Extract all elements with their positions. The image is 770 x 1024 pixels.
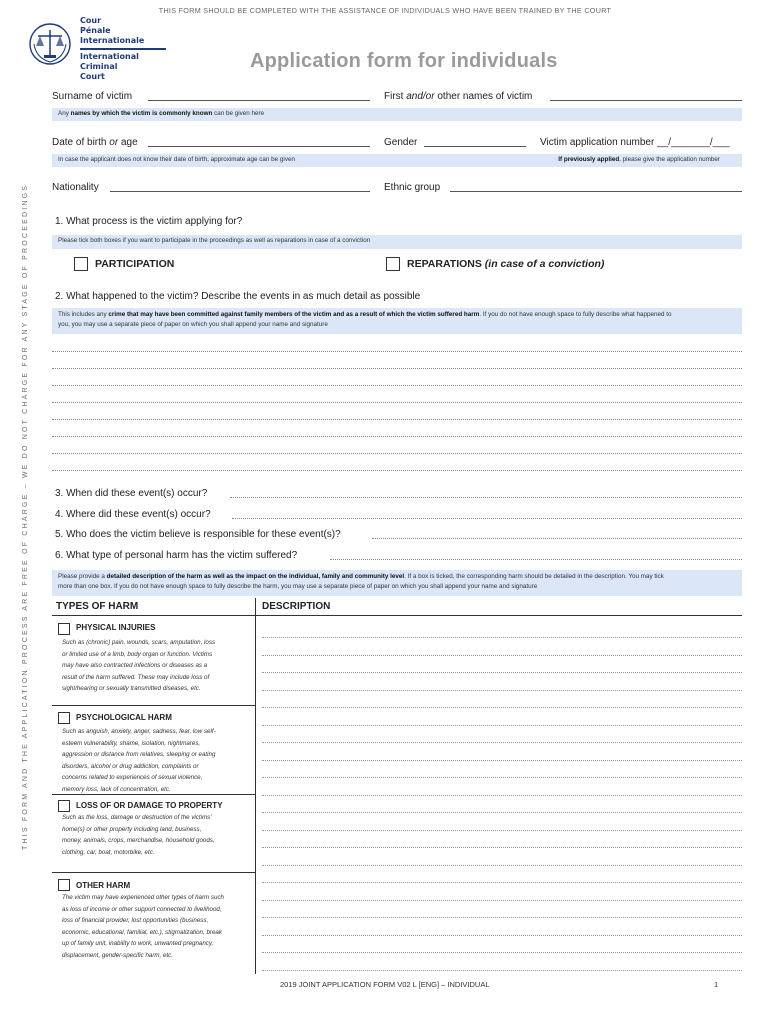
dob-label-b: or [109, 137, 119, 148]
reparations-label-b: (in case of a conviction) [484, 258, 605, 270]
psychological-harm-desc [62, 726, 216, 795]
description-answer-line[interactable] [262, 637, 742, 638]
question-3: 3. When did these event(s) occur? [55, 488, 208, 499]
dob-note-band [52, 154, 742, 167]
row-divider [52, 872, 255, 873]
harm-desc-line: esteem vulnerability, shame, isolation, nightmares, [62, 739, 201, 747]
physical-injuries-desc [62, 637, 215, 695]
harm-desc-line: home(s) or other property including land, business, [62, 825, 202, 833]
logo-text-fr-2: Pénale [80, 26, 111, 35]
physical-injuries-checkbox[interactable] [58, 623, 70, 635]
victim-app-number-label[interactable]: Victim application number __/_______/___ [540, 137, 730, 148]
types-of-harm-header: TYPES OF HARM [56, 601, 139, 612]
footer-form-id: 2019 JOINT APPLICATION FORM V02 L [ENG] – INDIVIDUAL [280, 980, 490, 989]
description-answer-line[interactable] [262, 690, 742, 691]
reparations-label [407, 258, 604, 270]
row-divider [52, 705, 255, 706]
reparations-label-a: REPARATIONS [407, 258, 485, 270]
prev-applied-note-b: , please give the application number [619, 156, 720, 163]
description-answer-line[interactable] [262, 917, 742, 918]
prev-applied-note [558, 156, 720, 163]
gender-label: Gender [384, 137, 418, 148]
page-title: Application form for individuals [250, 50, 558, 72]
ethnic-group-label: Ethnic group [384, 182, 441, 193]
answer-line[interactable] [52, 368, 742, 369]
answer-line[interactable] [52, 351, 742, 352]
q2-note-line-1 [58, 310, 736, 320]
harm-desc-line: Such as anguish, anxiety, anger, sadness, fear, low self- [62, 728, 216, 735]
harm-desc-line: or limited use of a limb, body organ or function. Victims [62, 650, 213, 658]
prev-applied-note-a: If previously applied [558, 156, 620, 163]
description-answer-line[interactable] [262, 777, 742, 778]
description-answer-line[interactable] [262, 672, 742, 673]
first-names-label [384, 91, 532, 102]
description-answer-line[interactable] [262, 970, 742, 971]
harm-note-c: . If a box is ticked, the corresponding harm should be detailed in the description. You may tick [404, 573, 664, 580]
side-free-of-charge-text: THIS FORM AND THE APPLICATION PROCESS ARE FREE OF CHARGE – WE DO NOT CHARGE FOR ANY STAGE OF PROCEEDINGS [22, 183, 29, 850]
description-answer-line[interactable] [262, 847, 742, 848]
description-answer-line[interactable] [262, 707, 742, 708]
logo-text-en-2: Criminal [80, 62, 118, 71]
property-damage-desc [62, 812, 215, 858]
ethnic-group-field[interactable] [450, 191, 742, 192]
harm-desc-line: Such as (chronic) pain, wounds, scars, amputation, loss [62, 639, 216, 646]
table-header-rule [52, 615, 742, 616]
description-answer-line[interactable] [262, 865, 742, 866]
top-banner: THIS FORM SHOULD BE COMPLETED WITH THE ASSISTANCE OF INDIVIDUALS WHO HAVE BEEN TRAINED BY THE COURT [158, 6, 612, 15]
harm-note-band [52, 570, 742, 596]
q6-answer-line[interactable] [330, 559, 742, 560]
answer-line[interactable] [52, 419, 742, 420]
harm-desc-line: The victim may have experienced other types of harm such [62, 894, 224, 901]
table-column-separator [255, 598, 256, 974]
dob-label-a: Date of birth [52, 137, 110, 148]
harm-desc-line: may have also contracted infections or diseases as a [62, 662, 208, 669]
harm-desc-line: money, animals, crops, merchandise, household goods, [62, 837, 215, 844]
harm-note-a: Please provide a [58, 573, 107, 580]
question-1: 1. What process is the victim applying for? [55, 216, 243, 227]
q3-answer-line[interactable] [230, 497, 742, 498]
q4-answer-line[interactable] [232, 518, 742, 519]
harm-desc-line: Such as the loss, damage or destruction of the victims’ [62, 814, 212, 821]
other-harm-desc [62, 892, 224, 961]
property-damage-checkbox[interactable] [58, 800, 70, 812]
first-names-label-a: First [384, 91, 407, 102]
nationality-label: Nationality [52, 182, 99, 193]
harm-desc-line: as loss of income or other support connected to livelihood, [62, 905, 222, 913]
harm-desc-line: disorders, alcohol or drug addiction, complaints or [62, 762, 199, 770]
harm-desc-line: concerns related to experiences of sexual violence, [62, 774, 203, 781]
participation-checkbox[interactable] [74, 257, 88, 271]
participation-label: PARTICIPATION [95, 258, 175, 270]
harm-desc-line: up of family unit, inability to work, unwanted pregnancy, [62, 940, 214, 947]
surname-label: Surname of victim [52, 91, 133, 102]
other-harm-title: OTHER HARM [76, 881, 131, 890]
surname-field[interactable] [148, 100, 370, 101]
harm-desc-line: economic, educational, familial, etc.), stigmatization, break [62, 928, 222, 936]
description-answer-line[interactable] [262, 812, 742, 813]
first-names-label-c: other names of victim [434, 91, 533, 102]
description-answer-line[interactable] [262, 795, 742, 796]
description-header: DESCRIPTION [262, 601, 331, 612]
question-2: 2. What happened to the victim? Describe the events in as much detail as possible [55, 291, 421, 302]
q2-note-a: This includes any [58, 311, 109, 318]
names-note-b: names by which the victim is commonly known [70, 110, 213, 117]
harm-desc-line: clothing, car, boat, motorbike, etc. [62, 848, 155, 856]
q2-note-band [52, 308, 742, 334]
description-answer-line[interactable] [262, 725, 742, 726]
question-4: 4. Where did these event(s) occur? [55, 509, 211, 520]
first-names-label-b: and/or [406, 91, 435, 102]
physical-injuries-title: PHYSICAL INJURIES [76, 623, 156, 632]
harm-note-b: detailed description of the harm as well as the impact on the individual, family and community level [106, 573, 405, 580]
icc-logo [28, 16, 168, 81]
dob-field[interactable] [148, 146, 370, 147]
q2-note-d: you, you may use a separate piece of paper on which you shall append your name and signature [58, 321, 328, 328]
harm-desc-line: loss of financial provider, lost opportunities (business, [62, 917, 209, 924]
description-answer-line[interactable] [262, 655, 742, 656]
scales-emblem-icon [28, 22, 72, 66]
q5-answer-line[interactable] [372, 538, 742, 539]
harm-desc-line: displacement, gender-specific harm, etc. [62, 951, 173, 959]
first-names-field[interactable] [550, 100, 742, 101]
harm-note-line-1 [58, 572, 736, 582]
harm-note-d: more than one box. If you do not have enough space to fully describe the harm, you may use a separate piece of paper on which you shall append your name and signature [58, 583, 538, 590]
q1-note-band [52, 235, 742, 249]
description-answer-line[interactable] [262, 882, 742, 883]
answer-line[interactable] [52, 385, 742, 386]
harm-desc-line: aggression or distance from relatives, sleeping or eating [62, 751, 216, 758]
harm-desc-line: result of the harm suffered. These may include loss of [62, 673, 210, 681]
answer-line[interactable] [52, 436, 742, 437]
names-note-a: Any [58, 110, 71, 117]
dob-label-c: age [118, 137, 138, 148]
answer-line[interactable] [52, 453, 742, 454]
harm-desc-line: sight/hearing or sexually transmitted diseases, etc. [62, 685, 201, 692]
description-answer-line[interactable] [262, 830, 742, 831]
question-5: 5. Who does the victim believe is responsible for these event(s)? [55, 529, 341, 540]
logo-text-fr-3: Internationale [80, 36, 145, 45]
dob-label [52, 137, 138, 148]
logo-text-en-3: Court [80, 72, 105, 81]
logo-text-fr-1: Cour [80, 16, 102, 25]
description-answer-line[interactable] [262, 952, 742, 953]
question-6: 6. What type of personal harm has the victim suffered? [55, 550, 298, 561]
names-note-c: can be given here [212, 110, 265, 117]
psychological-harm-checkbox[interactable] [58, 712, 70, 724]
gender-field[interactable] [424, 146, 526, 147]
logo-text-en-1: International [80, 52, 139, 61]
answer-line[interactable] [52, 470, 742, 471]
description-answer-line[interactable] [262, 935, 742, 936]
reparations-checkbox[interactable] [386, 257, 400, 271]
logo-rule [80, 48, 166, 50]
q1-note: Please tick both boxes if you want to participate in the proceedings as well as reparations in case of a conviction [58, 237, 371, 244]
psychological-harm-title: PSYCHOLOGICAL HARM [76, 713, 172, 722]
description-answer-line[interactable] [262, 760, 742, 761]
description-answer-line[interactable] [262, 900, 742, 901]
answer-line[interactable] [52, 402, 742, 403]
q2-note-b: crime that may have been committed against family members of the victim and as a result of which the victim suffered harm [108, 311, 480, 318]
row-divider [52, 794, 255, 795]
footer-page-number: 1 [714, 980, 719, 989]
q2-note-c: . If you do not have enough space to fully describe what happened to [479, 311, 672, 318]
harm-desc-line: memory loss, lack of concentration, etc. [62, 785, 171, 793]
property-damage-title: LOSS OF OR DAMAGE TO PROPERTY [76, 801, 223, 810]
description-answer-line[interactable] [262, 742, 742, 743]
names-note-band [52, 108, 742, 121]
dob-note: In case the applicant does not know their date of birth, approximate age can be given [58, 156, 295, 163]
nationality-field[interactable] [110, 191, 370, 192]
other-harm-checkbox[interactable] [58, 879, 70, 891]
